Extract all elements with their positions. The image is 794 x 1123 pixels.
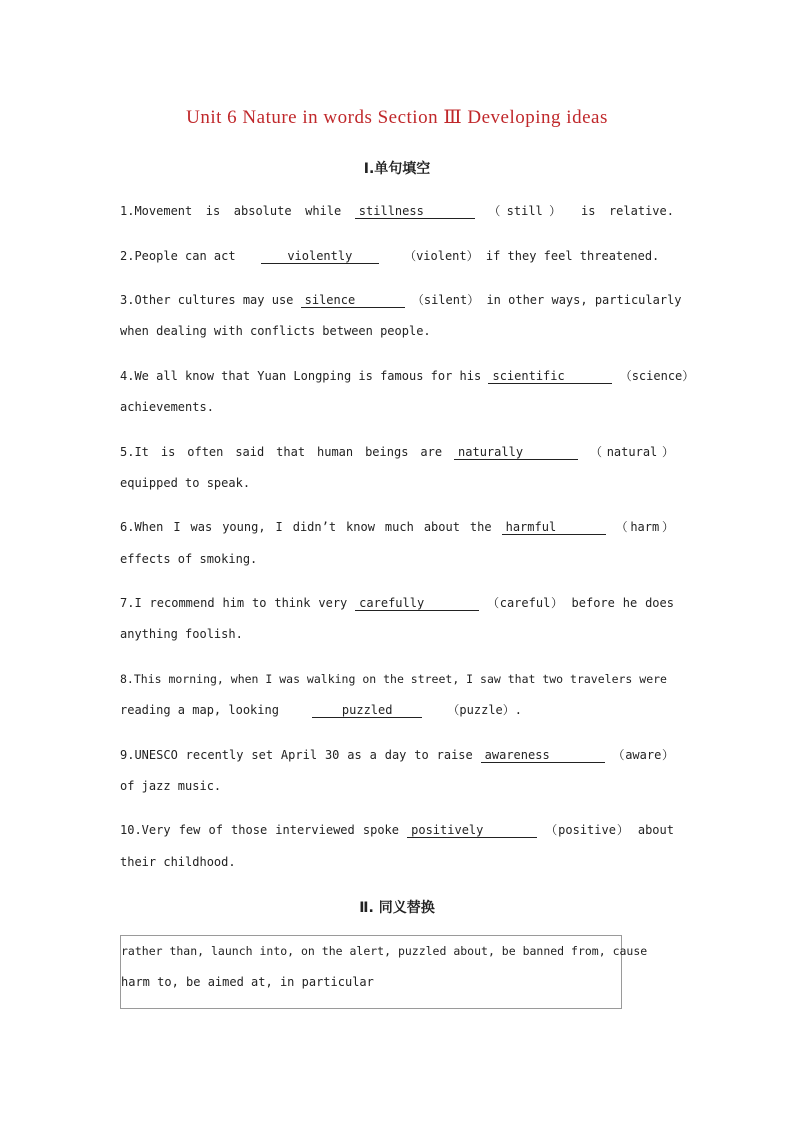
- answer-blank[interactable]: puzzled: [312, 703, 422, 718]
- item-continuation: equipped to speak.: [120, 476, 251, 490]
- word-bank-box: [120, 935, 648, 1009]
- item-continuation: [120, 702, 674, 718]
- item-text: is relative.: [580, 204, 674, 218]
- item-text: 10.Very few of those interviewed spoke: [120, 823, 399, 837]
- item-hint: （natural）: [589, 445, 674, 459]
- answer-blank[interactable]: stillness: [355, 204, 475, 219]
- item-text: 9.UNESCO recently set April 30 as a day to raise: [120, 748, 473, 762]
- list-item: [120, 248, 674, 264]
- item-continuation: when dealing with conflicts between people.: [120, 324, 431, 338]
- list-item: [120, 822, 674, 838]
- item-continuation: of jazz music.: [120, 779, 222, 793]
- item-text: before he does: [571, 596, 674, 610]
- page-title: Unit 6 Nature in words Section Ⅲ Developing ideas: [186, 107, 608, 128]
- section-1-heading: Ⅰ.单句填空: [363, 161, 431, 177]
- answer-blank[interactable]: silence: [301, 293, 405, 308]
- list-item: [120, 292, 682, 308]
- item-continuation: anything foolish.: [120, 627, 243, 641]
- section-2-heading: Ⅱ. 同义替换: [359, 900, 435, 916]
- answer-blank[interactable]: violently: [261, 249, 379, 264]
- word-bank-line: harm to, be aimed at, in particular: [121, 975, 374, 989]
- answer-blank[interactable]: naturally: [454, 445, 578, 460]
- item-text: 6.When I was young, I didn’t know much about the: [120, 520, 492, 534]
- item-hint: （silent）: [411, 293, 480, 307]
- item-continuation: effects of smoking.: [120, 552, 258, 566]
- item-text: about: [637, 823, 674, 837]
- item-text: 3.Other cultures may use: [120, 293, 294, 307]
- item-continuation: achievements.: [120, 400, 214, 414]
- list-item: 8.This morning, when I was walking on the street, I saw that two travelers were: [120, 672, 667, 686]
- list-item: [120, 519, 674, 535]
- list-item: [120, 747, 674, 763]
- list-item: [120, 368, 695, 384]
- item-hint: （careful）: [487, 596, 564, 610]
- item-text: reading a map, looking: [120, 703, 279, 717]
- word-bank-line: rather than, launch into, on the alert, puzzled about, be banned from, cause: [121, 944, 648, 958]
- item-text: in other ways, particularly: [486, 293, 682, 307]
- list-item: [120, 203, 674, 219]
- answer-blank[interactable]: harmful: [502, 520, 606, 535]
- item-hint: （aware）: [612, 748, 674, 762]
- item-text: 2.People can act: [120, 249, 236, 263]
- item-hint: （harm）: [615, 520, 674, 534]
- item-hint: （science）: [619, 369, 695, 383]
- answer-blank[interactable]: scientific: [488, 369, 612, 384]
- answer-blank[interactable]: awareness: [481, 748, 605, 763]
- item-hint: （violent）: [404, 249, 479, 263]
- item-text: 1.Movement is absolute while: [120, 204, 342, 218]
- list-item: [120, 595, 674, 611]
- list-item: [120, 444, 674, 460]
- item-hint: （puzzle）.: [447, 703, 522, 717]
- answer-blank[interactable]: positively: [407, 823, 537, 838]
- item-hint: （positive）: [545, 823, 630, 837]
- item-text: 4.We all know that Yuan Longping is famous for his: [120, 369, 482, 383]
- item-text: 5.It is often said that human beings are: [120, 445, 443, 459]
- item-continuation: their childhood.: [120, 855, 236, 869]
- answer-blank[interactable]: carefully: [355, 596, 479, 611]
- item-hint: （still）: [488, 204, 568, 218]
- item-text: if they feel threatened.: [485, 249, 660, 263]
- item-text: 7.I recommend him to think very: [120, 596, 348, 610]
